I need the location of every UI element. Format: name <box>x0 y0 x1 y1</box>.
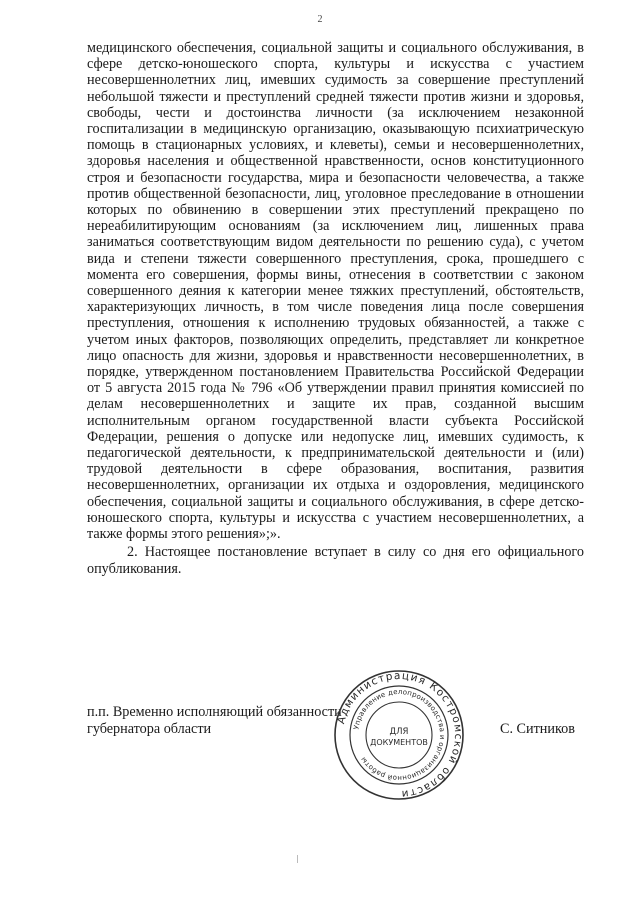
signatory-name: С. Ситников <box>500 721 575 737</box>
signatory-title <box>87 704 342 738</box>
page-number: 2 <box>317 14 323 25</box>
paragraph-continuation: медицинского обеспечения, социальной защиты и социального обслуживания, в сфере детско-юношеского спорта, культуры и искусства с участием несовершеннолетних лиц, имевших судимость за совершение преступлений небольшой тяжести и преступлений средней тяжести против жизни и здоровья, свободы, чести и достоинства личности (за исключением незаконной госпитализации в медицинскую организацию, оказывающую психиатрическую помощь в стационарных условиях, и клеветы), семьи и несовершеннолетних, здоровья населения и общественной нравственности, основ конституционного строя и безопасности государства, мира и безопасности человечества, а также против общественной безопасности, лиц, уголовное преследование в отношении которых по обвинению в совершении этих преступлений прекращено по нереабилитирующим основаниям (за исключением лиц, лишенных права заниматься соответствующим видом деятельности по решению суда), с учетом вида и степени тяжести совершенного преступления, срока, прошедшего с момента его совершения, формы вины, отнесения в соответствии с законом совершенного деяния к категории менее тяжких преступлений, обстоятельств, характеризующих личность, в том числе поведения лица после совершения преступления, отношения к исполнению трудовых обязанностей, а также с учетом иных факторов, позволяющих определить, представляет ли конкретное лицо опасность для жизни, здоровья и нравственности несовершеннолетних, в порядке, утвержденном постановлением Правительства Российской Федерации от 5 августа 2015 года № 796 «Об утверждении правил принятия комиссией по делам несовершеннолетних и защите их прав, созданной высшим исполнительным органом государственной власти субъекта Российской Федерации, решения о допуске или недопуске лиц, имевших судимость, к педагогической деятельности, к предпринимательской деятельности и (или) трудовой деятельности в сфере образования, воспитания, развития несовершеннолетних, организации их отдыха и оздоровления, медицинского обеспечения, социальной защиты и социального обслуживания, в сфере детско-юношеского спорта, культуры и искусства с участием несовершеннолетних, а также формы этого решения»;». <box>87 40 584 543</box>
signatory-title-line-1: п.п. Временно исполняющий обязанности <box>87 704 342 720</box>
document-body <box>87 40 584 577</box>
stamp-center-line-1: ДЛЯ <box>389 727 409 737</box>
stamp-inner-text: Управление делопроизводства и организационной работы <box>352 687 447 783</box>
stamp-center-line-2: ДОКУМЕНТОВ <box>370 738 428 747</box>
stamp-outer-text: Администрация Костромской области <box>335 669 465 801</box>
scan-mark <box>297 855 298 863</box>
official-stamp <box>332 668 466 802</box>
signatory-title-line-2: губернатора области <box>87 721 212 737</box>
paragraph-effective-date: 2. Настоящее постановление вступает в силу со дня его официального опубликования. <box>87 544 584 577</box>
